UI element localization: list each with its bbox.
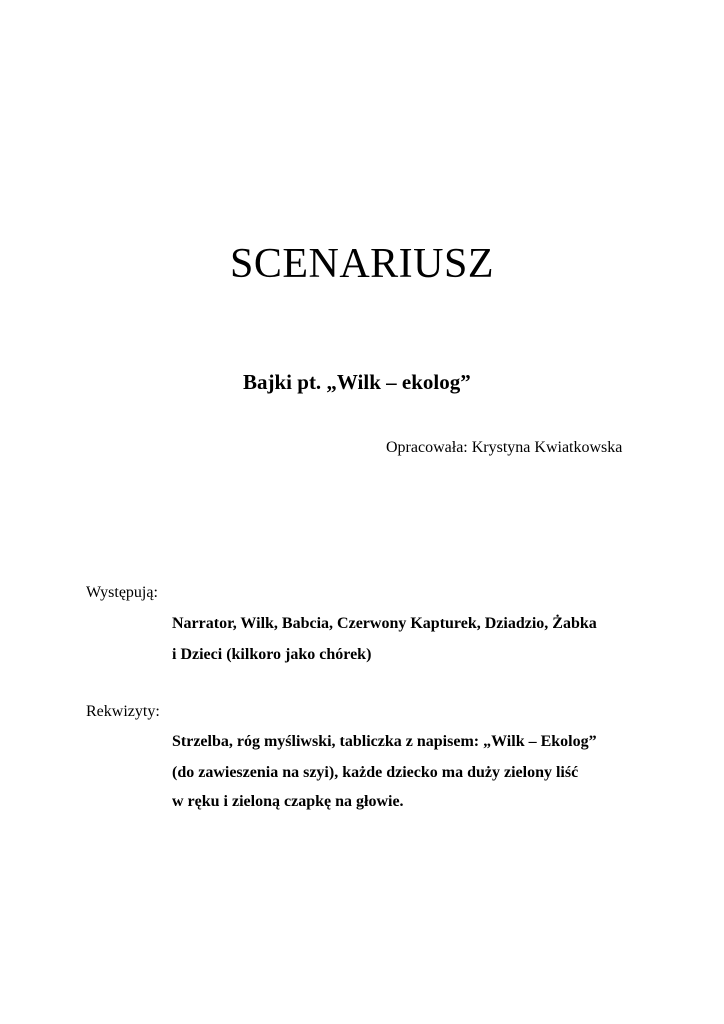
document-title: SCENARIUSZ: [229, 241, 495, 287]
cast-line: Narrator, Wilk, Babcia, Czerwony Kapturek, Dziadzio, Żabka: [172, 615, 597, 632]
props-line: Strzelba, róg myśliwski, tabliczka z napisem: „Wilk – Ekolog”: [172, 733, 597, 750]
props-label: Rekwizyty:: [86, 703, 160, 720]
author-credit: Opracowała: Krystyna Kwiatkowska: [386, 439, 623, 456]
props-line: w ręku i zieloną czapkę na głowie.: [172, 793, 404, 810]
cast-label: Występują:: [86, 584, 158, 601]
document-subtitle: Bajki pt. „Wilk – ekolog”: [243, 370, 471, 394]
props-line: (do zawieszenia na szyi), każde dziecko ma duży zielony liść: [172, 764, 579, 781]
cast-line: i Dzieci (kilkoro jako chórek): [172, 646, 372, 663]
